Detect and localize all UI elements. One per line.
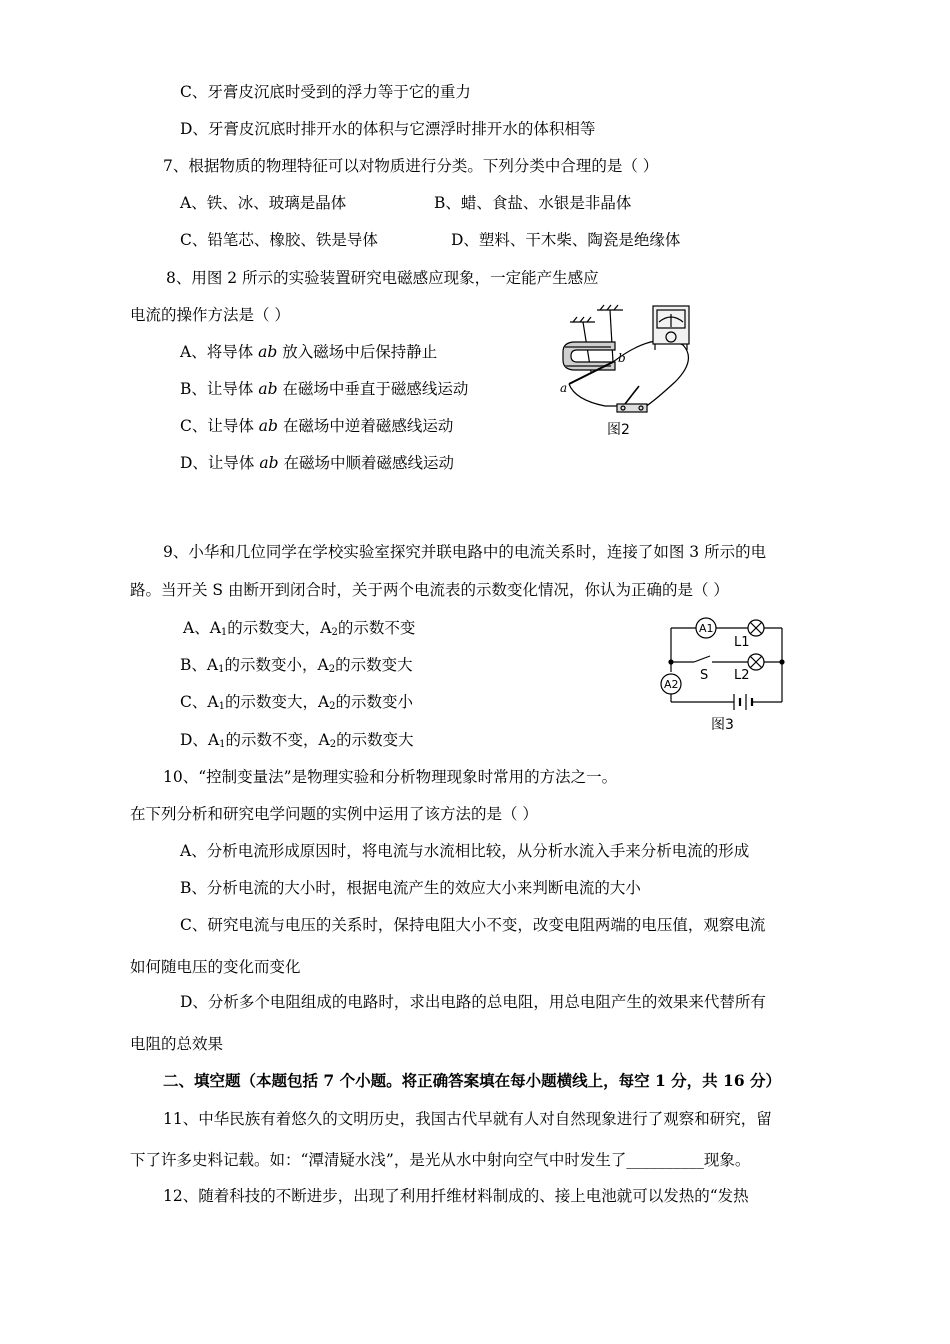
figure-3-switch-s: S [700, 668, 709, 683]
q6-option-c: C、牙膏皮沉底时受到的浮力等于它的重力 [180, 83, 471, 101]
figure-3-parallel-circuit [656, 612, 796, 737]
figure-2-electromagnetic-induction [555, 300, 705, 445]
figure-2-label-b: b [618, 351, 626, 365]
figure-3-caption: 图3 [711, 717, 734, 733]
q6-option-d: D、牙膏皮沉底时排开水的体积与它漂浮时排开水的体积相等 [180, 120, 596, 138]
q10-option-d-line2: 电阻的总效果 [130, 1035, 224, 1053]
q7-option-c: C、铅笔芯、橡胶、铁是导体 [180, 231, 378, 249]
q10-option-d-line1: D、分析多个电阻组成的电路时，求出电路的总电阻，用总电阻产生的效果来代替所有 [180, 993, 766, 1011]
q8-option-a: A、将导体 ab 放入磁场中后保持静止 [180, 343, 438, 361]
figure-2-caption: 图2 [607, 422, 630, 438]
figure-3-lamp-l1: L1 [734, 635, 750, 650]
figure-3-meter-a2: A2 [664, 678, 679, 691]
q8-option-b: B、让导体 ab 在磁场中垂直于磁感线运动 [180, 380, 469, 398]
q7-option-a: A、铁、冰、玻璃是晶体 [180, 194, 347, 212]
q12-line1: 12、随着科技的不断进步，出现了利用扦维材料制成的、接上电池就可以发热的“发热 [163, 1187, 749, 1205]
q7-stem: 7、根据物质的物理特征可以对物质进行分类。下列分类中合理的是（ ） [163, 157, 659, 175]
q10-option-a: A、分析电流形成原因时，将电流与水流相比较，从分析水流入手来分析电流的形成 [180, 842, 750, 860]
q9-stem-line2: 路。当开关 S 由断开到闭合时，关于两个电流表的示数变化情况，你认为正确的是（ ） [130, 581, 729, 599]
q8-option-d: D、让导体 ab 在磁场中顺着磁感线运动 [180, 454, 454, 472]
q9-option-a: A、$A_1$的示数变大，$A_2$的示数不变 [183, 619, 416, 638]
q8-stem-line1: 8、用图 2 所示的实验装置研究电磁感应现象，一定能产生感应 [166, 269, 599, 287]
q9-stem-line1: 9、小华和几位同学在学校实验室探究并联电路中的电流关系时，连接了如图 3 所示的电 [163, 543, 767, 561]
q9-option-c: C、$A_1$的示数变大，$A_2$的示数变小 [180, 693, 414, 712]
q8-stem-line2: 电流的操作方法是（ ） [130, 306, 290, 324]
figure-3-lamp-l2: L2 [734, 668, 750, 683]
q10-option-b: B、分析电流的大小时，根据电流产生的效应大小来判断电流的大小 [180, 879, 641, 897]
q9-option-b: B、$A_1$的示数变小，$A_2$的示数变大 [180, 656, 413, 675]
q11-line1: 11、中华民族有着悠久的文明历史，我国古代早就有人对自然现象进行了观察和研究，留 [163, 1110, 772, 1128]
section-2-title: 二、填空题（本题包括 7 个小题。将正确答案填在每小题横线上，每空 1 分，共 16 分） [163, 1071, 782, 1090]
q7-option-d: D、塑料、干木柴、陶瓷是绝缘体 [451, 231, 681, 249]
q11-line2: 下了许多史料记载。如：“潭清疑水浅”，是光从水中射向空气中时发生了__________现象。 [130, 1151, 751, 1169]
q10-option-c-line1: C、研究电流与电压的关系时，保持电阻大小不变，改变电阻两端的电压值，观察电流 [180, 916, 766, 934]
q7-option-b: B、蜡、食盐、水银是非晶体 [434, 194, 632, 212]
figure-2-label-a: a [560, 381, 568, 395]
q10-stem-line2: 在下列分析和研究电学问题的实例中运用了该方法的是（ ） [130, 805, 538, 823]
q9-option-d: D、$A_1$的示数不变，$A_2$的示数变大 [180, 731, 414, 750]
q10-option-c-line2: 如何随电压的变化而变化 [130, 958, 301, 976]
figure-3-meter-a1: A1 [699, 622, 714, 635]
q10-stem-line1: 10、“控制变量法”是物理实验和分析物理现象时常用的方法之一。 [163, 768, 618, 786]
q8-option-c: C、让导体 ab 在磁场中逆着磁感线运动 [180, 417, 454, 435]
